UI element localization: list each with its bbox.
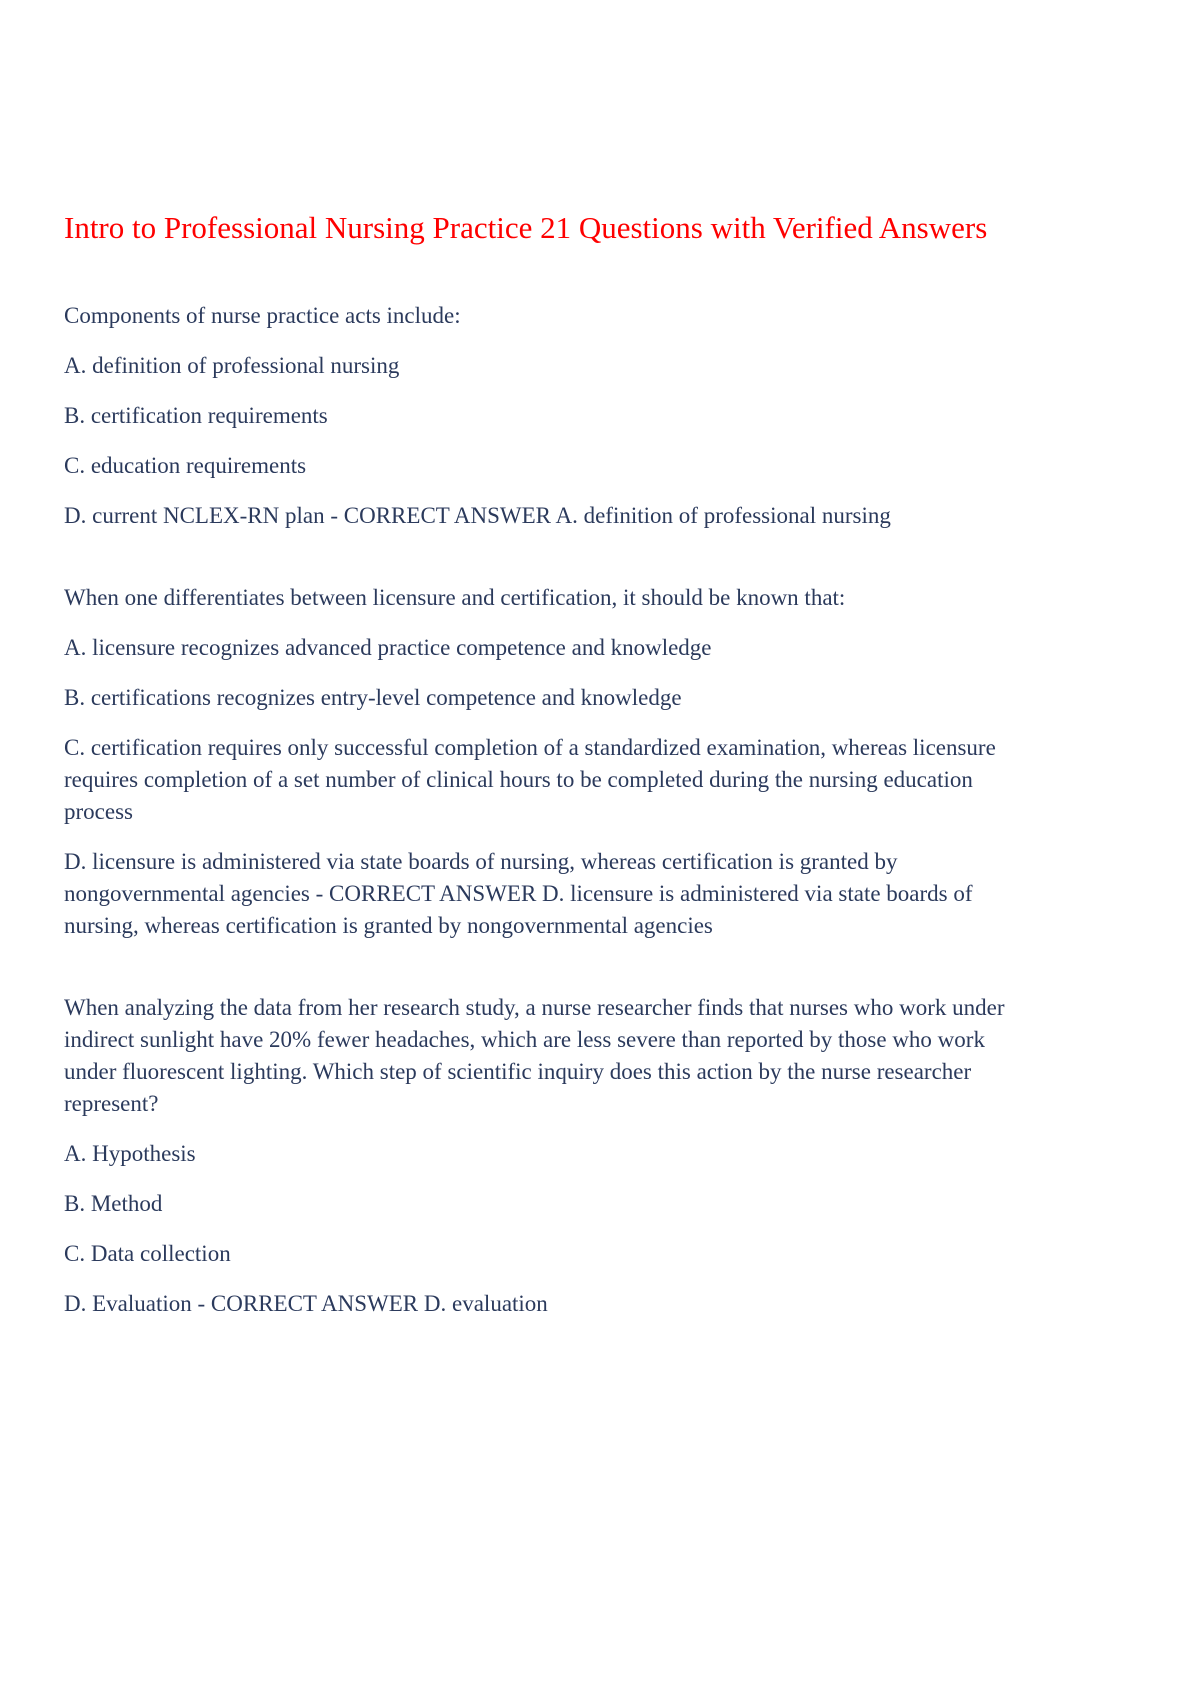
question-stem: When analyzing the data from her research study, a nurse researcher finds that nurses who work under indirect sunlight have 20% fewer headaches, which are less severe than reported by those who work under fluorescent lighting. Which step of scientific inquiry does this action by the nurse researcher represent? (64, 995, 1005, 1116)
answer-option-a: A. licensure recognizes advanced practice competence and knowledge (64, 635, 712, 660)
answer-option-c: C. education requirements (64, 453, 307, 478)
answer-option-a: A. Hypothesis (64, 1141, 196, 1166)
question-block-1 (64, 300, 1030, 532)
answer-option-d: D. current NCLEX-RN plan - CORRECT ANSWER A. definition of professional nursing (64, 503, 891, 528)
question-stem: When one differentiates between licensure and certification, it should be known that: (64, 585, 846, 610)
answer-option-d: D. Evaluation - CORRECT ANSWER D. evaluation (64, 1291, 548, 1316)
answer-option-b: B. certification requirements (64, 403, 328, 428)
answer-option-b: B. certifications recognizes entry-level competence and knowledge (64, 685, 682, 710)
question-block-3 (64, 992, 1030, 1320)
answer-option-b: B. Method (64, 1191, 163, 1216)
question-block-2 (64, 582, 1030, 942)
answer-option-c: C. certification requires only successful completion of a standardized examination, whereas licensure requires completion of a set number of clinical hours to be completed during the nursing education process (64, 735, 996, 824)
answer-option-c: C. Data collection (64, 1241, 231, 1266)
answer-option-a: A. definition of professional nursing (64, 353, 400, 378)
document-title: Intro to Professional Nursing Practice 21 Questions with Verified Answers (64, 210, 988, 245)
question-stem: Components of nurse practice acts include: (64, 303, 461, 328)
answer-option-d: D. licensure is administered via state boards of nursing, whereas certification is granted by nongovernmental agencies - CORRECT ANSWER D. licensure is administered via state boards of nursing, whereas certification is granted by nongovernmental agencies (64, 849, 973, 938)
